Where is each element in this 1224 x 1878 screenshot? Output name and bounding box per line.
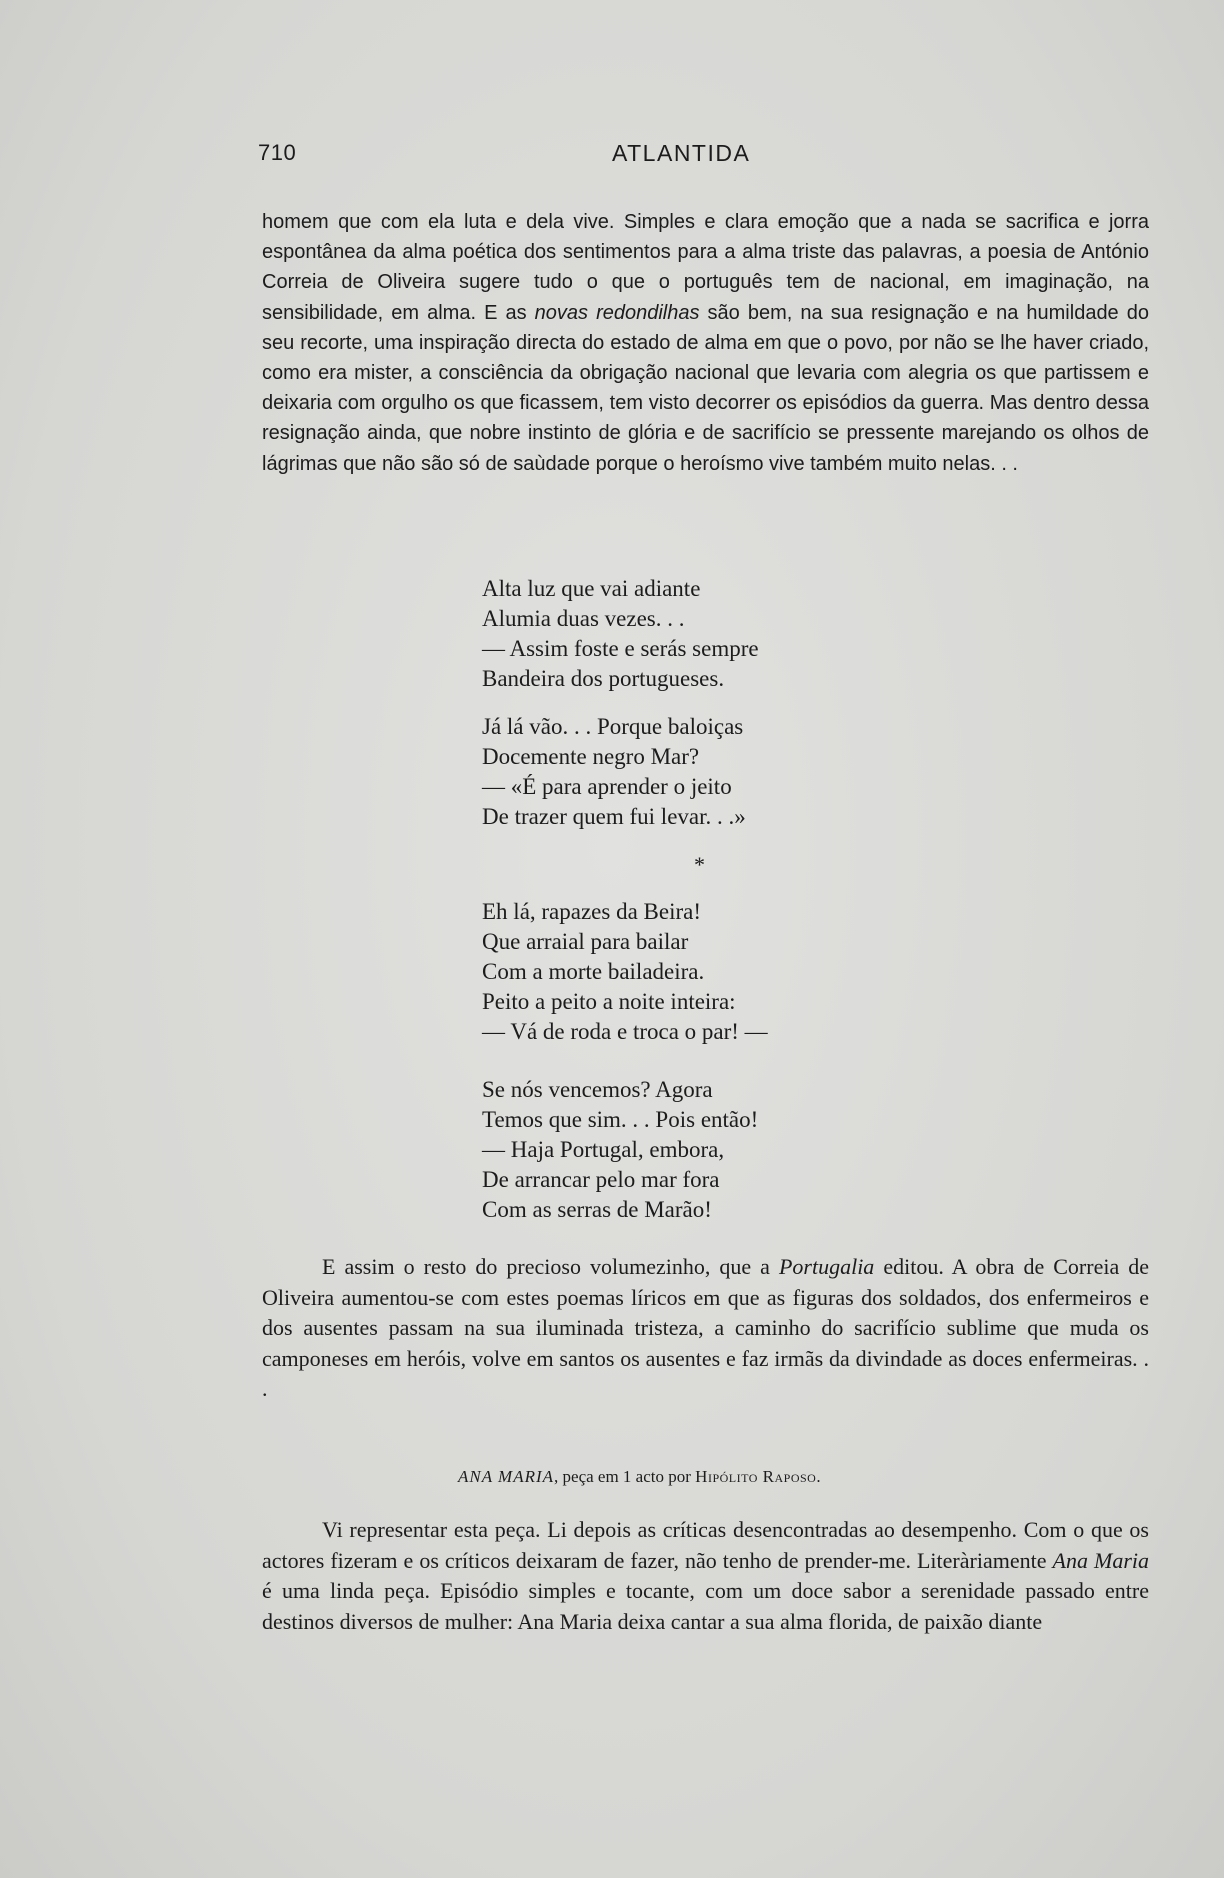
paragraph-2-text-a: E assim o resto do precioso volumezinho, que a	[322, 1254, 779, 1279]
paragraph-2-text-b: editou. A obra de Correia de Oliveira aumentou-se com estes poemas líricos em que as figuras dos soldados, dos enfermeiros e dos ausentes passam na sua iluminada tristeza, a caminho do sacrifício sublime que muda os camponeses em heróis, volve em santos os ausentes e faz irmãs da divindade as doces enfermeiras. . .	[262, 1254, 1149, 1401]
poem-stanza-4	[482, 1075, 758, 1225]
poem-line: De trazer quem fui levar. . .»	[482, 804, 746, 829]
paragraph-3-text-a: Vi representar esta peça. Li depois as críticas desencontradas ao desempenho. Com o que os actores fizeram e os críticos deixaram de fazer, não tenho de prender-me. Literàriamente	[262, 1517, 1149, 1573]
poem-line: Docemente negro Mar?	[482, 744, 700, 769]
section-heading	[458, 1467, 978, 1487]
poem-line: — «É para aprender o jeito	[482, 774, 732, 799]
poem-line: Se nós vencemos? Agora	[482, 1077, 713, 1102]
poem-line: Com as serras de Marão!	[482, 1197, 712, 1222]
paragraph-2	[262, 1252, 1149, 1405]
asterism-separator: *	[694, 852, 705, 877]
paragraph-3-text-b: é uma linda peça. Episódio simples e tocante, com um doce sabor a serenidade passado entre destinos diversos de mulher: Ana Maria deixa cantar a sua alma florida, de paixão diante	[262, 1578, 1149, 1634]
heading-middle: , peça em 1 acto por	[554, 1467, 696, 1486]
paragraph-1-italic: novas redondilhas	[534, 301, 700, 324]
poem-line: Alumia duas vezes. . .	[482, 606, 685, 631]
running-title: ATLANTIDA	[612, 140, 751, 166]
author-name: Hipólito Raposo.	[695, 1467, 822, 1486]
poem-line: Com a morte bailadeira.	[482, 959, 705, 984]
poem-stanza-1	[482, 574, 759, 694]
poem-line: Eh lá, rapazes da Beira!	[482, 899, 702, 924]
page-number: 710	[258, 140, 297, 165]
poem-line: Bandeira dos portugueses.	[482, 666, 725, 691]
poem-line: De arrancar pelo mar fora	[482, 1167, 720, 1192]
poem-line: Temos que sim. . . Pois então!	[482, 1107, 759, 1132]
poem-stanza-3	[482, 897, 768, 1047]
publisher-name: Portugalia	[778, 1254, 875, 1279]
poem-line: Peito a peito a noite inteira:	[482, 989, 736, 1014]
paragraph-1-text-a: homem que com ela luta e dela vive. Simples e clara emoção que a nada se sacrifica e jorra espontânea da alma poética dos sentimentos para a alma triste das palavras, a poesia de António Correia de Oliveira sugere tudo o que o português tem de nacional, em imaginação, na sensibilidade, em alma. E as	[262, 211, 1149, 324]
poem-stanza-2	[482, 712, 746, 832]
paragraph-1	[262, 207, 1149, 479]
page-header	[258, 140, 1158, 172]
paragraph-3	[262, 1515, 1149, 1637]
play-title-inline: Ana Maria	[1052, 1547, 1149, 1573]
poem-line: — Assim foste e serás sempre	[482, 636, 759, 661]
poem-line: Já lá vão. . . Porque baloiças	[482, 714, 744, 739]
poem-line: — Vá de roda e troca o par! —	[482, 1019, 768, 1044]
paragraph-1-text-b: são bem, na sua resignação e na humildade do seu recorte, uma inspiração directa do estado de alma em que o povo, por não se lhe haver criado, como era mister, a consciência da obrigação nacional que levaria com alegria os que partissem e deixaria com orgulho os que ficassem, tem visto decorrer os episódios da guerra. Mas dentro dessa resignação ainda, que nobre instinto de glória e de sacrifício se pressente marejando os olhos de lágrimas que não são só de saùdade porque o heroísmo vive também muito nelas. . .	[262, 301, 1149, 475]
poem-line: Alta luz que vai adiante	[482, 576, 701, 601]
poem-line: — Haja Portugal, embora,	[482, 1137, 725, 1162]
poem-line: Que arraial para bailar	[482, 929, 689, 954]
play-title-heading: ANA MARIA	[458, 1467, 555, 1486]
